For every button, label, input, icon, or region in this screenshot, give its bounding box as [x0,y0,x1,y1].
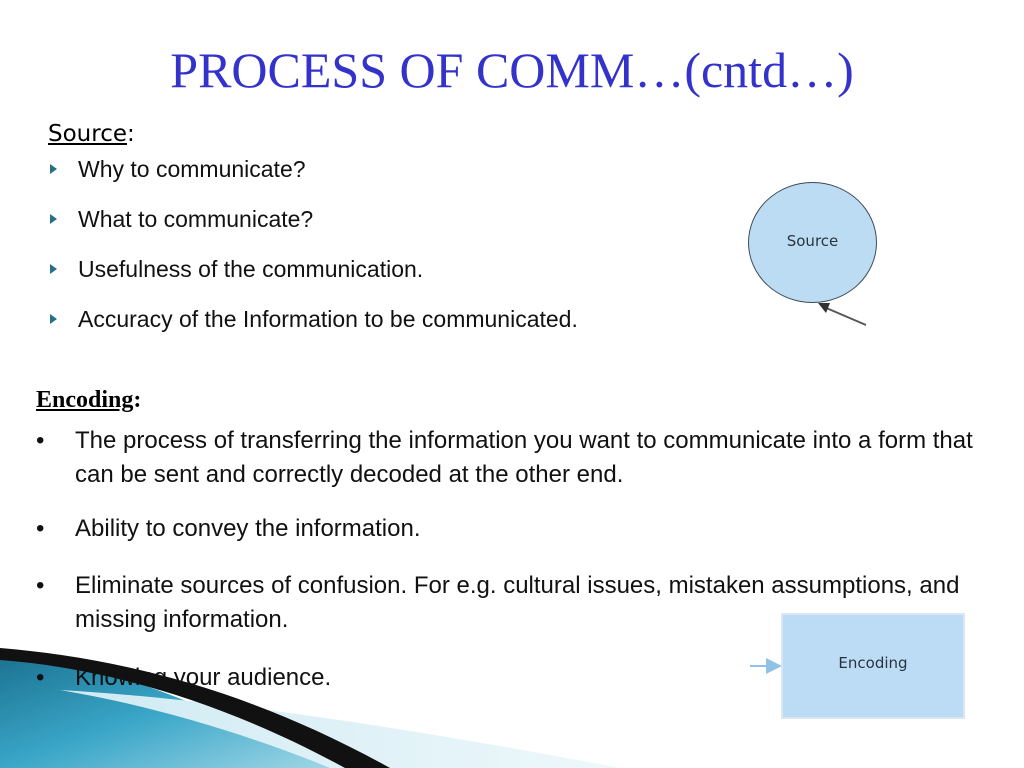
arrow-bullet-icon [50,164,57,174]
arrow-bullet-icon [50,264,57,274]
bullet-text: Knowing your audience. [75,664,332,691]
source-heading-text: Source [48,121,127,147]
source-arrow [810,295,870,330]
encoding-arrow [748,656,784,676]
source-arrow-line [824,307,866,325]
dot-bullet-icon: • [36,515,45,542]
arrow-bullet-icon [50,314,57,324]
source-node-label: Source [786,231,839,250]
source-bullet-list [48,153,728,353]
encoding-heading [36,385,141,415]
bullet-text: Ability to convey the information. [75,515,421,542]
source-heading-colon: : [127,121,135,147]
dot-bullet-icon: • [36,664,45,691]
bullet-text: Accuracy of the Information to be communicated. [78,306,578,332]
encoding-arrow-head [766,658,782,674]
encoding-node [783,615,963,717]
source-node [748,182,877,303]
encoding-node-label: Encoding [838,654,908,672]
list-item [48,153,728,203]
page-title: PROCESS OF COMM…(cntd…) [170,42,854,98]
list-item [36,424,1006,512]
bullet-text: The process of transferring the information you want to communicate into a form that can be sent and correctly decoded at the other end. [75,427,973,488]
list-item [48,253,728,303]
list-item [48,303,728,353]
list-item [36,512,1006,569]
arrow-bullet-icon [50,214,57,224]
dot-bullet-icon: • [36,572,45,599]
list-item [48,203,728,253]
encoding-heading-colon: : [133,387,142,413]
bullet-text: Why to communicate? [78,156,306,182]
bullet-text: Usefulness of the communication. [78,256,424,282]
encoding-heading-text: Encoding [36,387,134,413]
bullet-text: What to communicate? [78,206,314,232]
bullet-text: Eliminate sources of confusion. For e.g. cultural issues, mistaken assumptions, and missing information. [75,572,960,633]
source-heading [48,119,135,149]
dot-bullet-icon: • [36,427,45,454]
